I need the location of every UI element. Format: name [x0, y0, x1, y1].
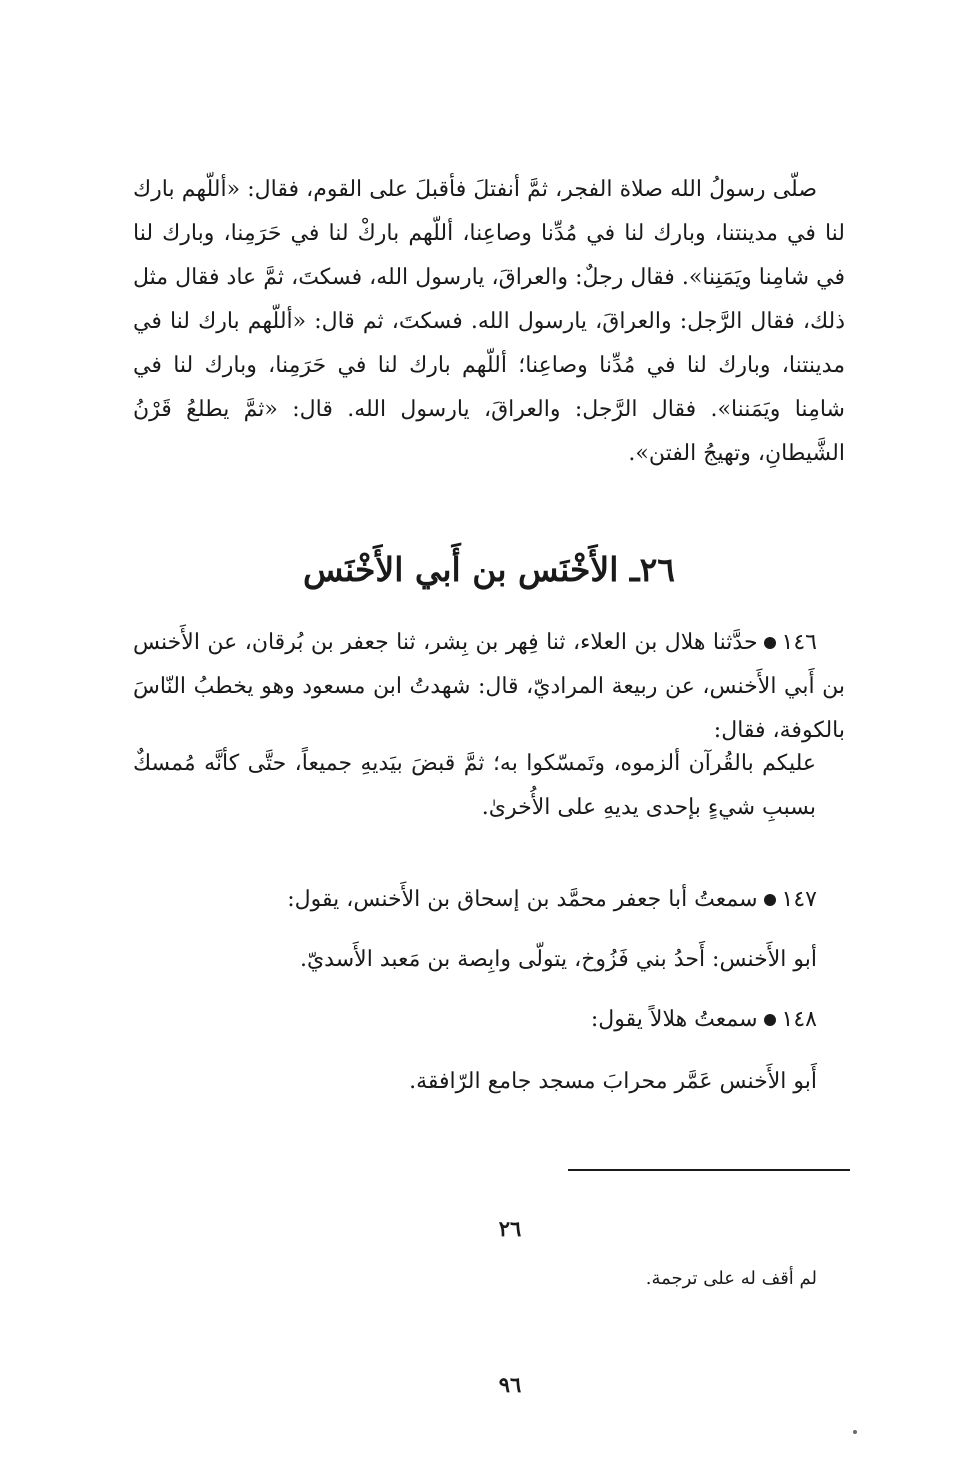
- item-147-detail: أبو الأَخنس: أَحدُ بني فَزُوخ، يتولّى وابِصة بن مَعبد الأَسديّ.: [299, 947, 817, 972]
- scan-mark: [853, 1430, 857, 1434]
- bullet-icon: [764, 1014, 776, 1026]
- top-paragraph: صلّى رسولُ الله صلاة الفجر، ثمَّ أنفتلَ فأقبلَ على القوم، فقال: «أللّهم بارك لنا في مدينتنا، وبارك لنا في مُدِّنا وصاعِنا، أللّهم باركْ لنا في حَرَمِنا، وبارك لنا في شامِنا ويَمَنِنا». فقال رجلٌ: والعراقَ، يارسول الله، فسكتَ، ثمَّ عاد فقال مثل ذلك، فقال الرَّجل: والعراقَ، يارسول الله. فسكتَ، ثم قال: «أللّهم بارك لنا في مدينتنا، وبارك لنا في مُدِّنا وصاعِنا؛ أللّهم بارك لنا في حَرَمِنا، وبارك لنا في شامِنا ويَمَننا». فقال الرَّجل: والعراقَ، يارسول الله. قال: «ثمَّ يطلعُ قَرْنُ الشَّيطانِ، وتهيجُ الفتن».: [133, 177, 845, 466]
- item-147: [287, 878, 817, 922]
- item-number: ١٤٧: [781, 887, 817, 912]
- bullet-icon: [764, 637, 776, 649]
- footnote-divider: [568, 1169, 850, 1171]
- item-number: ١٤٨: [781, 1007, 817, 1032]
- footnote-number: ٢٦: [498, 1216, 522, 1241]
- item-number: ١٤٦: [781, 630, 817, 655]
- item-148-detail: أَبو الأَخنس عَمَّر محرابَ مسجد جامع الرّافقة.: [409, 1069, 817, 1094]
- item-148: [591, 998, 817, 1042]
- page-number: ٩٦: [498, 1372, 522, 1397]
- item-146: [133, 621, 845, 753]
- item-text: سمعتُ هلالاً يقول:: [590, 1007, 758, 1032]
- item-text: سمعتُ أبا جعفر محمَّد بن إسحاق بن الأَخنس، يقول:: [287, 887, 758, 912]
- item-text: حدَّثنا هلال بن العلاء، ثنا فِهر بن بِشر، ثنا جعفر بن بُرقان، عن الأَخنس بن أَبي الأَخنس، عن ربيعة المراديّ، قال: شهدتُ ابن مسعود وهو يخطبُ النّاسَ بالكوفة، فقال:: [133, 630, 845, 743]
- section-heading: ٢٦ـ الأَخْنَس بن أَبي الأَخْنَس: [302, 550, 676, 589]
- quote-paragraph: عليكم بالقُرآن ألزموه، وتَمسّكوا به؛ ثمَّ قبضَ بيَديهِ جميعاً، حتَّى كأنَّه مُمسكٌ بسببِ شيءٍ بإحدى يديهِ على الأُخرىٰ.: [133, 751, 816, 820]
- bullet-icon: [764, 894, 776, 906]
- footnote-text: لم أقف له على ترجمة.: [645, 1268, 817, 1289]
